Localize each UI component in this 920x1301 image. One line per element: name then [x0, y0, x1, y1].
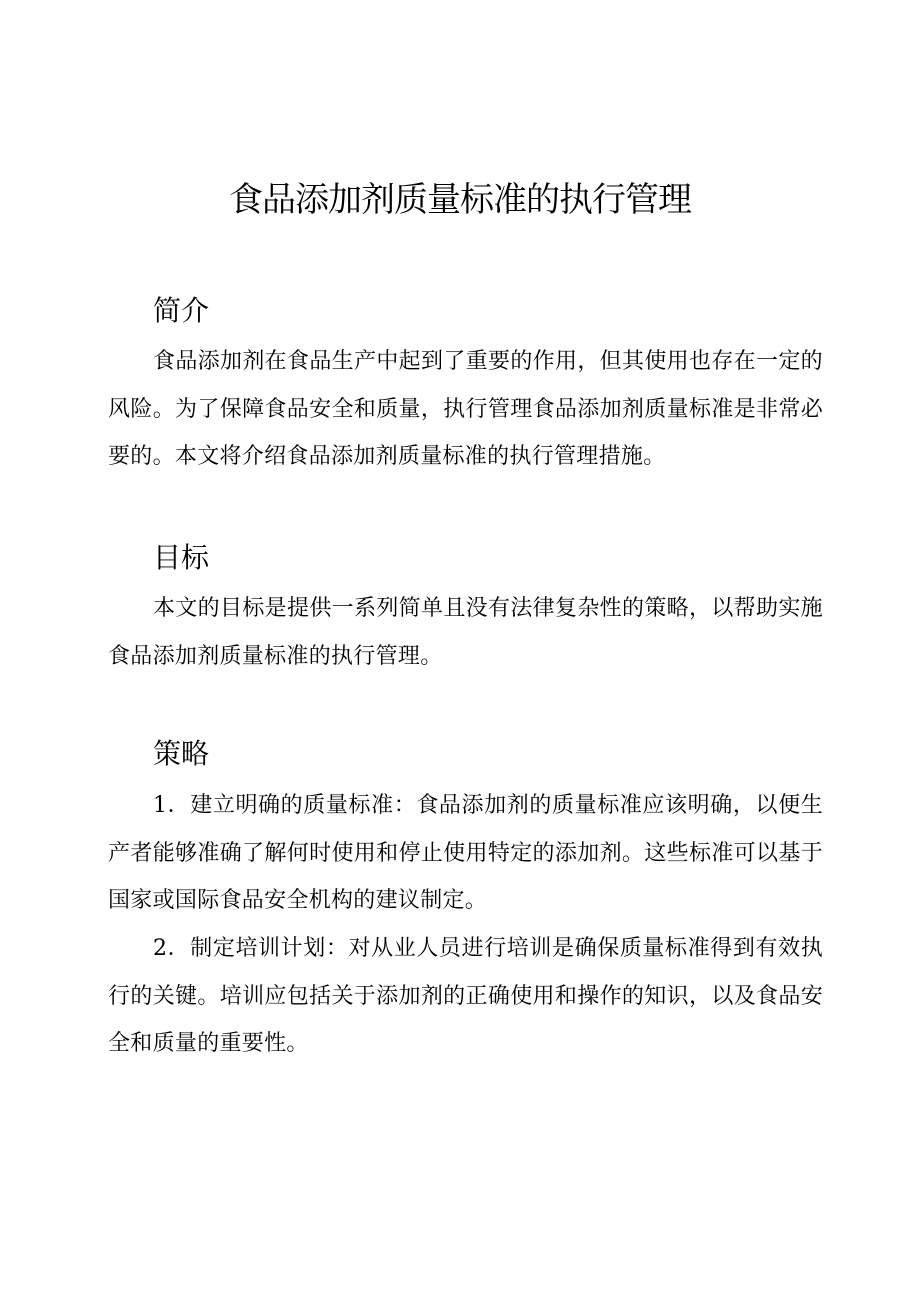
strategy-item: 1．建立明确的质量标准：食品添加剂的质量标准应该明确，以便生产者能够准确了解何时使用和停止使用特定的添加剂。这些标准可以基于国家或国际食品安全机构的建议制定。 — [108, 793, 823, 913]
strategy-item: 2．制定培训计划：对从业人员进行培训是确保质量标准得到有效执行的关键。培训应包括关于添加剂的正确使用和操作的知识，以及食品安全和质量的重要性。 — [108, 936, 823, 1056]
section-heading-intro: 简介 — [153, 294, 210, 327]
paragraph-intro: 食品添加剂在食品生产中起到了重要的作用，但其使用也存在一定的风险。为了保障食品安全和质量，执行管理食品添加剂质量标准是非常必要的。本文将介绍食品添加剂质量标准的执行管理措施。 — [108, 349, 823, 469]
section-heading-goal: 目标 — [153, 541, 210, 574]
section-heading-strategy: 策略 — [153, 737, 210, 770]
paragraph-goal: 本文的目标是提供一系列简单且没有法律复杂性的策略，以帮助实施食品添加剂质量标准的执行管理。 — [108, 596, 823, 669]
document-title: 食品添加剂质量标准的执行管理 — [229, 180, 691, 220]
